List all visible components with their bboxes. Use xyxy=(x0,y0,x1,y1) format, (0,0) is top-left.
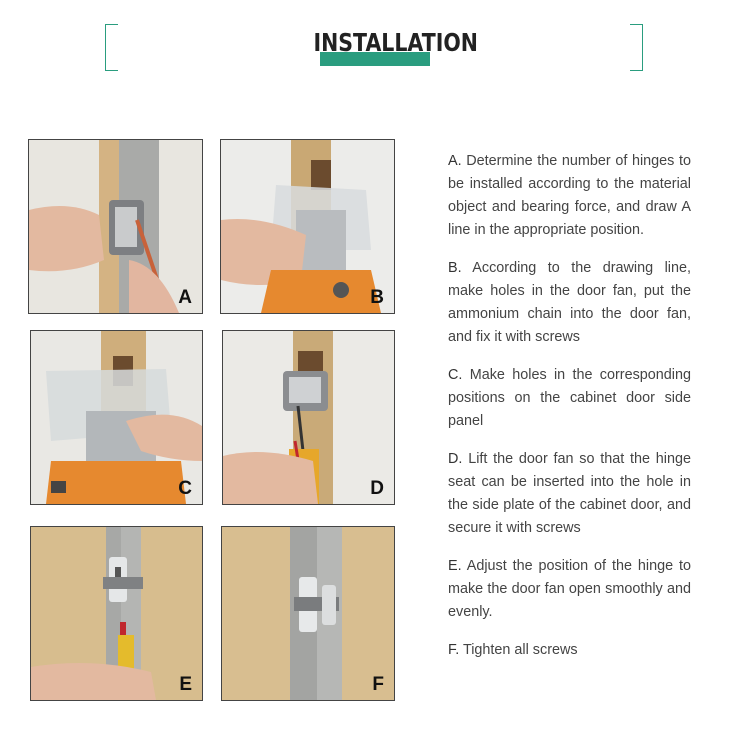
step-c-text: Make holes in the corresponding positions on the cabinet door side panel xyxy=(448,367,691,429)
photo-a-image xyxy=(29,140,202,313)
photo-step-e xyxy=(30,526,203,701)
page-title: INSTALLATION xyxy=(313,28,478,57)
photo-e-image xyxy=(31,527,202,700)
photo-step-c xyxy=(30,330,203,505)
step-d-label: D. xyxy=(448,451,463,467)
photo-d-image xyxy=(223,331,394,504)
step-f-label: F. xyxy=(448,642,460,658)
left-bracket-decoration xyxy=(105,24,118,71)
photo-a-label: A xyxy=(178,287,192,308)
photo-b-label: B xyxy=(370,287,384,308)
photo-step-f xyxy=(221,526,395,701)
step-b-label: B. xyxy=(448,260,462,276)
photo-b-image xyxy=(221,140,394,313)
step-e-label: E. xyxy=(448,558,462,574)
title-block xyxy=(300,26,478,68)
photo-step-a xyxy=(28,139,203,314)
step-b-text: According to the drawing line, make holes in the door fan, put the ammonium chain into the door fan, and fix it with screws xyxy=(448,260,691,345)
step-c xyxy=(448,364,691,433)
installation-steps xyxy=(448,150,691,677)
step-c-label: C. xyxy=(448,367,463,383)
step-a-text: Determine the number of hinges to be installed according to the material object and bearing force, and draw A line in the appropriate position. xyxy=(448,153,691,238)
step-d xyxy=(448,448,691,540)
step-b xyxy=(448,257,691,349)
photo-c-label: C xyxy=(178,478,192,499)
photo-step-d xyxy=(222,330,395,505)
right-bracket-decoration xyxy=(630,24,643,71)
step-e xyxy=(448,555,691,624)
step-a xyxy=(448,150,691,242)
step-f-text: Tighten all screws xyxy=(462,642,578,658)
photo-f-image xyxy=(222,527,394,700)
photo-c-image xyxy=(31,331,202,504)
step-e-text: Adjust the position of the hinge to make the door fan open smoothly and evenly. xyxy=(448,558,691,620)
photo-e-label: E xyxy=(179,674,192,695)
photo-f-label: F xyxy=(372,674,384,695)
step-d-text: Lift the door fan so that the hinge seat can be inserted into the hole in the side plate of the cabinet door, and secure it with screws xyxy=(448,451,692,536)
photo-step-b xyxy=(220,139,395,314)
step-f xyxy=(448,639,691,662)
step-a-label: A. xyxy=(448,153,462,169)
photo-d-label: D xyxy=(370,478,384,499)
